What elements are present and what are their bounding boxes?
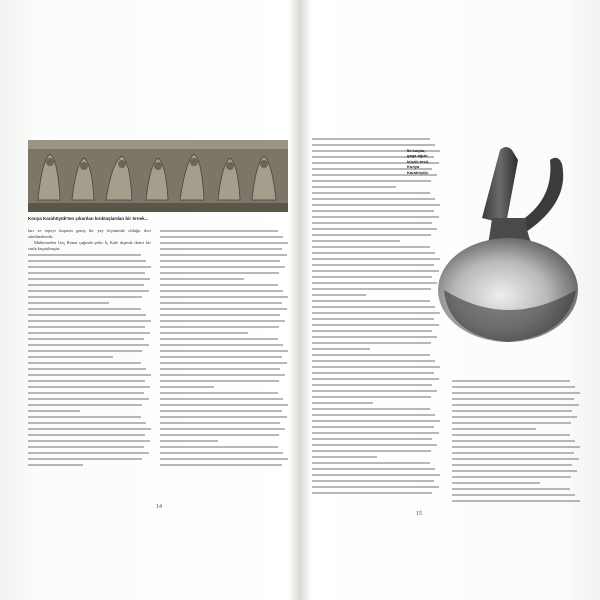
text-line-bar <box>28 284 144 286</box>
text-line-bar <box>452 476 571 478</box>
text-line <box>160 462 288 468</box>
text-line-bar <box>312 186 396 188</box>
text-line-bar <box>312 144 435 146</box>
right-page-column-1 <box>312 136 440 501</box>
text-line-bar <box>28 350 142 352</box>
text-line-bar <box>160 440 218 442</box>
left-page-column-2 <box>160 228 288 468</box>
text-line-bar <box>452 488 570 490</box>
text-line-bar <box>28 380 145 382</box>
text-line-bar <box>28 260 146 262</box>
text-line-bar <box>160 278 244 280</box>
text-line-bar <box>312 342 431 344</box>
relief-caption: Konya Karahöyük'ten çıkarılan kırıktaşlardan bir örnek... <box>28 216 149 221</box>
text-line-bar <box>312 468 435 470</box>
text-line-bar <box>160 392 278 394</box>
text-line-bar <box>160 332 248 334</box>
text-line-bar <box>28 326 145 328</box>
text-line-bar <box>160 296 288 298</box>
text-line-bar <box>28 386 150 388</box>
text-line-bar <box>28 266 151 268</box>
text-line-bar <box>160 266 285 268</box>
text-line-bar <box>312 348 370 350</box>
text-line-bar <box>312 258 440 260</box>
text-line-bar <box>312 222 432 224</box>
text-line-bar <box>160 380 279 382</box>
text-line-bar <box>312 486 439 488</box>
text-line-bar <box>28 344 149 346</box>
text-line-bar <box>28 374 151 376</box>
text-line-bar <box>312 462 430 464</box>
text-line-bar <box>160 260 280 262</box>
left-col1-text-lines <box>28 252 151 468</box>
text-line-bar <box>452 452 574 454</box>
text-line-bar <box>160 398 283 400</box>
text-line-bar <box>312 204 440 206</box>
text-line-bar <box>28 338 144 340</box>
text-line-bar <box>452 398 574 400</box>
text-line-bar <box>28 272 145 274</box>
text-line-bar <box>452 422 571 424</box>
text-line-bar <box>312 300 430 302</box>
text-line <box>312 490 440 496</box>
text-line-bar <box>160 308 287 310</box>
text-line-bar <box>160 350 288 352</box>
text-line <box>452 498 580 504</box>
text-line-bar <box>312 240 400 242</box>
text-line-bar <box>312 372 434 374</box>
text-line-bar <box>160 446 278 448</box>
text-line-bar <box>452 464 572 466</box>
vase-caption: İki kulplu, gaga ağızlı küçük testi, Konya Karahöyük. <box>407 148 430 175</box>
left-col1-paragraph: Muhtemelen Geç Roma çağında şehir İç Kale dışında ikinci bir surla kuşatılmıştır. <box>28 240 151 251</box>
text-line-bar <box>160 374 285 376</box>
text-line-bar <box>312 264 434 266</box>
text-line-bar <box>28 254 141 256</box>
text-line-bar <box>452 404 579 406</box>
text-line-bar <box>312 246 430 248</box>
left-col1-first-line: ları ve tepeyi kuşatan geniş bir yay biçiminde olduğu ileri sürülmektedir. <box>28 228 151 239</box>
text-line-bar <box>312 228 437 230</box>
text-line-bar <box>160 272 279 274</box>
text-line-bar <box>160 386 214 388</box>
text-line-bar <box>312 414 435 416</box>
text-line-bar <box>312 438 432 440</box>
text-line-bar <box>312 324 439 326</box>
text-line-bar <box>160 434 279 436</box>
text-line-bar <box>160 452 283 454</box>
text-line-bar <box>312 318 434 320</box>
text-line-bar <box>28 278 150 280</box>
text-line-bar <box>160 344 283 346</box>
text-line-bar <box>312 216 439 218</box>
text-line-bar <box>312 276 432 278</box>
right-col2-text-lines <box>452 378 580 504</box>
text-line-bar <box>312 450 431 452</box>
text-line-bar <box>312 432 439 434</box>
text-line-bar <box>312 396 431 398</box>
text-line-bar <box>160 236 283 238</box>
text-line-bar <box>312 378 439 380</box>
text-line-bar <box>28 452 149 454</box>
text-line-bar <box>452 482 540 484</box>
text-line-bar <box>312 420 440 422</box>
text-line-bar <box>160 362 287 364</box>
text-line-bar <box>452 458 579 460</box>
text-line-bar <box>28 422 146 424</box>
text-line-bar <box>28 392 144 394</box>
text-line-bar <box>28 302 109 304</box>
text-line-bar <box>452 392 580 394</box>
text-line-bar <box>452 434 570 436</box>
text-line-bar <box>312 270 439 272</box>
text-line-bar <box>312 210 434 212</box>
text-line-bar <box>160 284 278 286</box>
text-line-bar <box>160 254 287 256</box>
text-line-bar <box>160 416 287 418</box>
text-line-bar <box>452 470 577 472</box>
text-line-bar <box>160 242 288 244</box>
text-line-bar <box>312 384 432 386</box>
text-line-bar <box>28 356 113 358</box>
text-line-bar <box>312 366 440 368</box>
text-line-bar <box>452 428 536 430</box>
text-line-bar <box>28 308 141 310</box>
text-line-bar <box>160 464 282 466</box>
text-line-bar <box>28 314 146 316</box>
text-line-bar <box>452 440 575 442</box>
text-line-bar <box>28 446 144 448</box>
right-page-column-2 <box>452 378 580 508</box>
text-line-bar <box>312 252 435 254</box>
text-line-bar <box>28 458 142 460</box>
text-line-bar <box>312 444 437 446</box>
text-line-bar <box>312 402 373 404</box>
text-line-bar <box>312 354 430 356</box>
text-line-bar <box>312 294 366 296</box>
text-line-bar <box>312 426 434 428</box>
text-line-bar <box>160 302 282 304</box>
text-line-bar <box>312 198 435 200</box>
text-line-bar <box>160 248 282 250</box>
right-col1-text-lines <box>312 136 440 496</box>
text-line-bar <box>28 464 83 466</box>
text-line-bar <box>28 368 146 370</box>
text-line-bar <box>160 410 282 412</box>
text-line-bar <box>312 234 431 236</box>
text-line-bar <box>452 386 575 388</box>
relief-carving-image <box>28 140 288 212</box>
text-line-bar <box>312 306 435 308</box>
text-line-bar <box>312 360 435 362</box>
text-line-bar <box>160 422 280 424</box>
text-line-bar <box>28 416 141 418</box>
text-line-bar <box>312 456 377 458</box>
text-line-bar <box>312 288 431 290</box>
text-line-bar <box>452 416 577 418</box>
text-line-bar <box>28 404 142 406</box>
text-line-bar <box>452 500 580 502</box>
text-line-bar <box>452 494 575 496</box>
relief-photo <box>28 140 288 212</box>
text-line-bar <box>312 480 434 482</box>
text-line-bar <box>312 180 431 182</box>
text-line-bar <box>28 428 151 430</box>
text-line-bar <box>160 404 288 406</box>
text-line-bar <box>160 428 285 430</box>
text-line-bar <box>312 312 440 314</box>
text-line-bar <box>452 446 580 448</box>
text-line-bar <box>28 410 80 412</box>
text-line-bar <box>28 362 141 364</box>
text-line-bar <box>160 356 282 358</box>
text-line-bar <box>160 314 280 316</box>
text-line <box>28 462 151 468</box>
text-line-bar <box>28 320 151 322</box>
text-line-bar <box>28 296 142 298</box>
text-line-bar <box>160 320 285 322</box>
text-line-bar <box>312 282 437 284</box>
text-line-bar <box>28 440 150 442</box>
text-line-bar <box>312 474 440 476</box>
text-line-bar <box>160 230 278 232</box>
text-line-bar <box>452 410 572 412</box>
text-line-bar <box>312 330 432 332</box>
left-page-column-1 <box>28 228 151 468</box>
text-line-bar <box>160 368 280 370</box>
text-line-bar <box>28 398 149 400</box>
text-line-bar <box>160 326 279 328</box>
page-number-right: 15 <box>416 511 422 517</box>
text-line-bar <box>28 290 149 292</box>
text-line-bar <box>312 390 437 392</box>
text-line-bar <box>452 380 570 382</box>
text-line-bar <box>160 338 278 340</box>
page-number-left: 14 <box>156 504 162 510</box>
left-col2-text-lines <box>160 228 288 468</box>
text-line-bar <box>312 138 430 140</box>
text-line-bar <box>312 192 430 194</box>
text-line-bar <box>160 290 283 292</box>
text-line-bar <box>28 332 150 334</box>
spouted-jug-image <box>430 140 585 345</box>
text-line-bar <box>160 458 288 460</box>
text-line-bar <box>312 336 437 338</box>
text-line-bar <box>28 434 145 436</box>
text-line-bar <box>312 492 432 494</box>
vase-photo <box>430 140 585 345</box>
text-line-bar <box>312 408 430 410</box>
